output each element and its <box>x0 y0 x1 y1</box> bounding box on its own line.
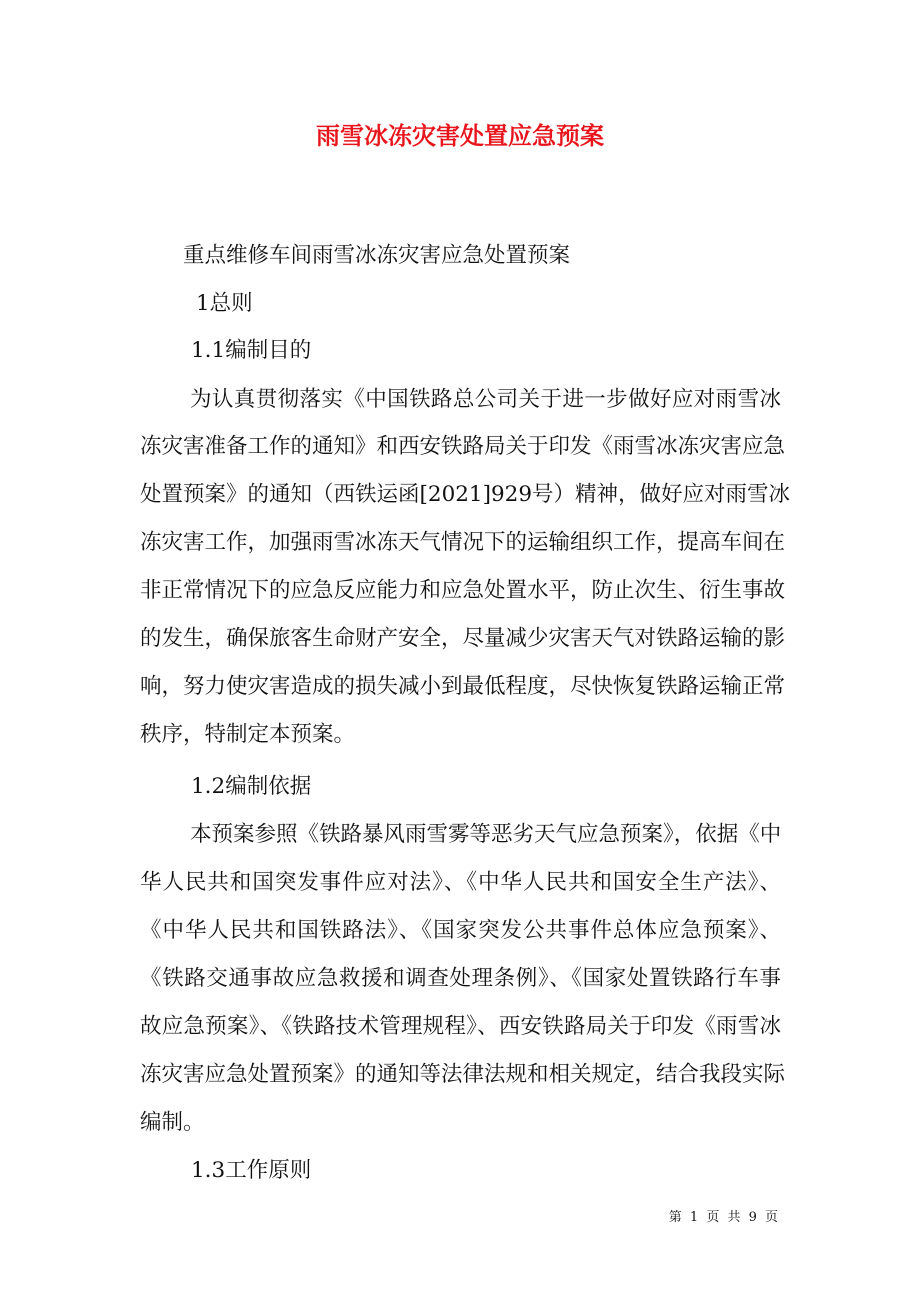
paragraph-line: 故应急预案》、《铁路技术管理规程》、西安铁路局关于印发《雨雪冰 <box>140 1014 781 1039</box>
section-heading-1-3: 1.3工作原则 <box>191 1158 312 1183</box>
paragraph-line: 的发生，确保旅客生命财产安全，尽量减少灾害天气对铁路运输的影 <box>140 626 786 651</box>
paragraph-line: 冻灾害准备工作的通知》和西安铁路局关于印发《雨雪冰冻灾害应急 <box>140 434 786 459</box>
paragraph-line: 处置预案》的通知（西铁运函[2021]929号）精神，做好应对雨雪冰 <box>140 482 791 507</box>
paragraph-line: 本预案参照《铁路暴风雨雪雾等恶劣天气应急预案》，依据《中 <box>190 822 782 847</box>
page-number: 第 1 页 共 9 页 <box>668 1210 780 1225</box>
paragraph-line: 冻灾害应急处置预案》的通知等法律法规和相关规定，结合我段实际 <box>140 1062 786 1087</box>
paragraph-line: 冻灾害工作，加强雨雪冰冻天气情况下的运输组织工作，提高车间在 <box>140 530 786 555</box>
paragraph-line: 响，努力使灾害造成的损失减小到最低程度，尽快恢复铁路运输正常 <box>140 674 786 699</box>
paragraph-line: 《中华人民共和国铁路法》、《国家突发公共事件总体应急预案》、 <box>140 918 781 943</box>
paragraph-line: 非正常情况下的应急反应能力和应急处置水平，防止次生、衍生事故 <box>140 578 786 603</box>
section-heading-1-1: 1.1编制目的 <box>191 338 312 363</box>
subtitle: 重点维修车间雨雪冰冻灾害应急处置预案 <box>183 243 571 268</box>
paragraph-line: 华人民共和国突发事件应对法》、《中华人民共和国安全生产法》、 <box>140 870 781 895</box>
paragraph-line: 《铁路交通事故应急救援和调查处理条例》、《国家处置铁路行车事 <box>140 966 781 991</box>
document-title: 雨雪冰冻灾害处置应急预案 <box>316 121 604 150</box>
paragraph-line: 编制。 <box>140 1110 205 1135</box>
paragraph-line: 秩序，特制定本预案。 <box>140 722 356 747</box>
section-heading-1: 1总则 <box>196 291 253 316</box>
paragraph-line: 为认真贯彻落实《中国铁路总公司关于进一步做好应对雨雪冰 <box>190 387 781 412</box>
section-heading-1-2: 1.2编制依据 <box>191 774 312 799</box>
